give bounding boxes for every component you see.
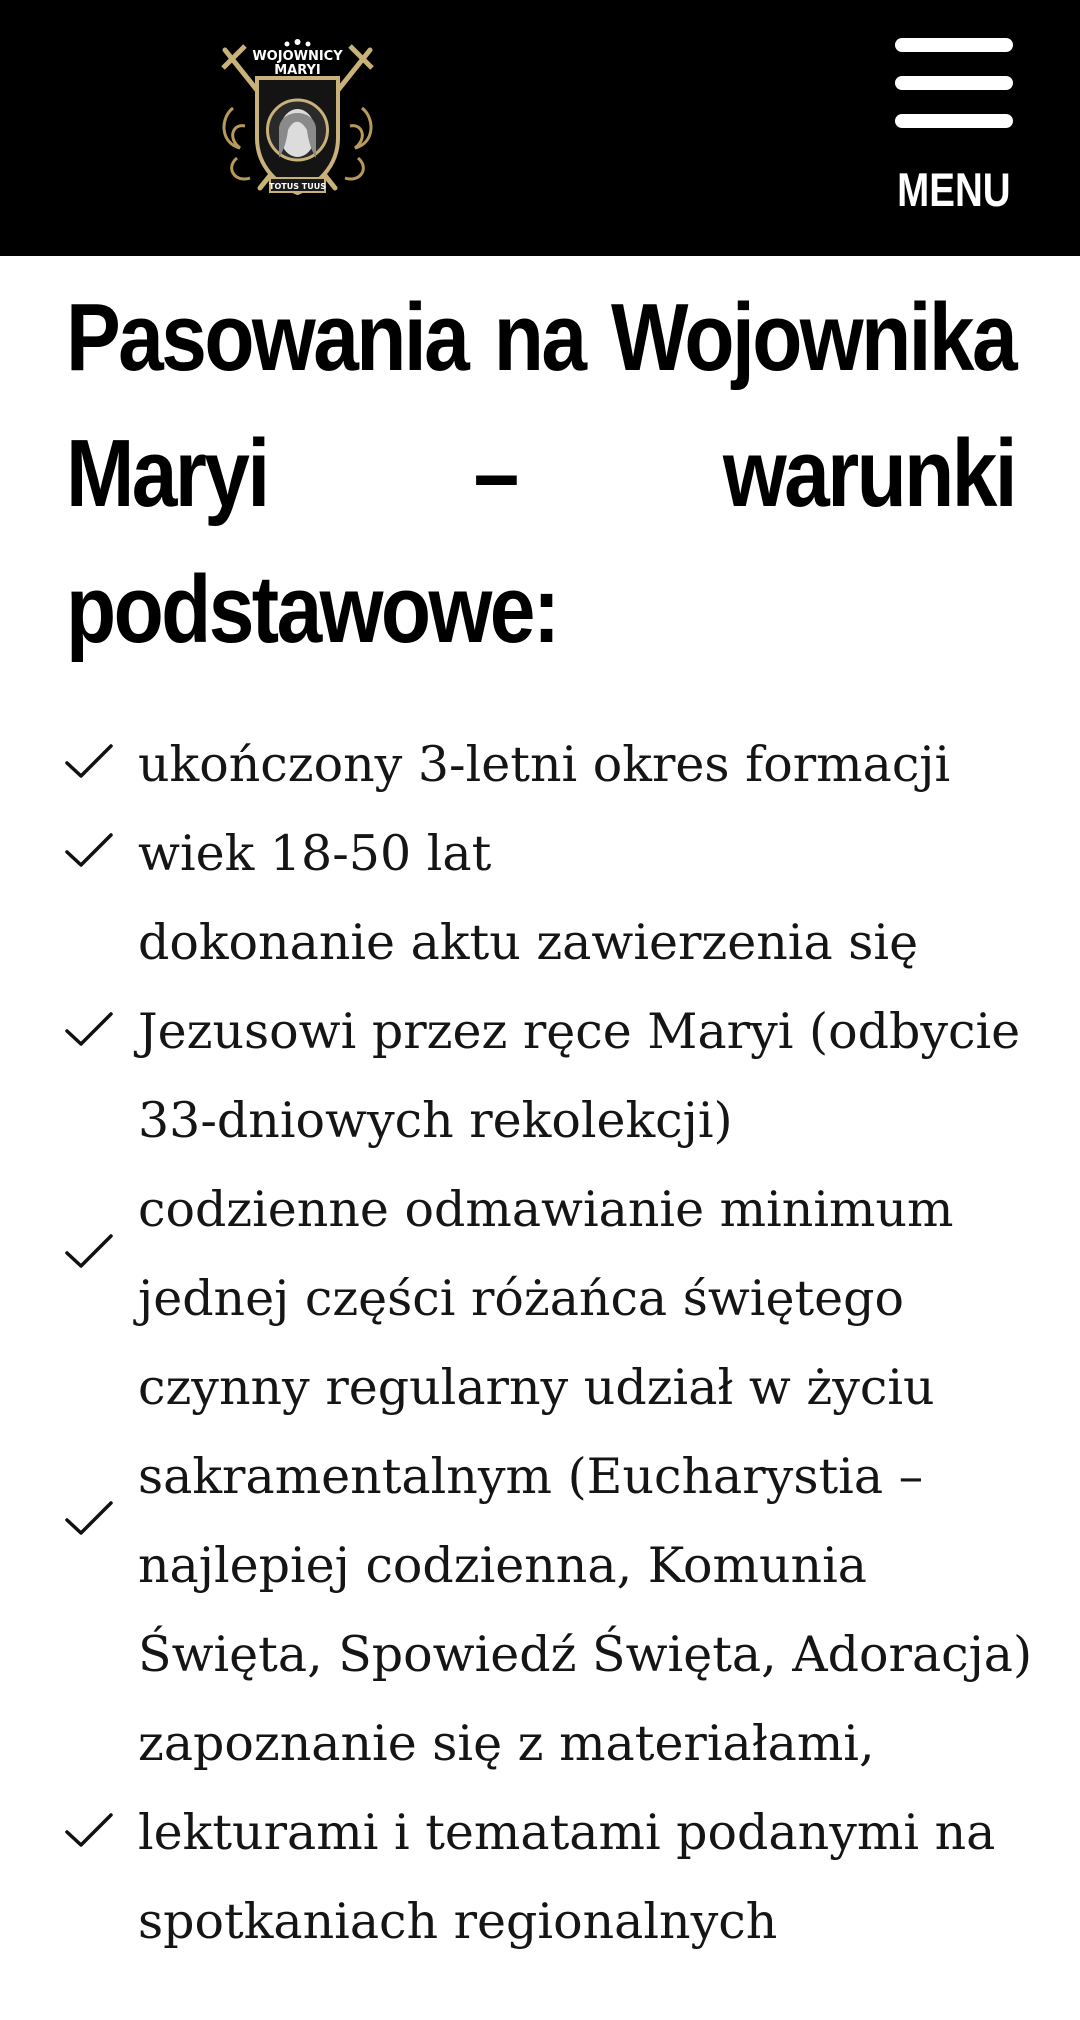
menu-label: MENU [897, 163, 1011, 216]
requirement-text: dokonanie aktu zawierzenia się Jezusowi przez ręce Maryi (odbycie 33-dniowych rekolekcji) [138, 914, 1021, 1149]
check-icon [64, 1232, 114, 1272]
requirement-text: zapoznanie się z materiałami, lekturami i tematami podanymi na spotkaniach regionalnych [138, 1715, 996, 1950]
list-item [0, 898, 1080, 1165]
check-icon [64, 1811, 114, 1851]
site-header [0, 0, 1080, 256]
page-title [66, 270, 1016, 678]
logo-text-bottom: MARYI [274, 63, 321, 78]
list-item [0, 1699, 1080, 1966]
logo-motto: TOTUS TUUS [269, 182, 326, 191]
check-icon [64, 831, 114, 871]
requirements-list [0, 720, 1080, 1966]
check-icon [64, 742, 114, 782]
requirement-text: codzienne odmawianie minimum jednej części różańca świętego [138, 1181, 954, 1327]
menu-button[interactable] [885, 32, 1020, 232]
logo-emblem-icon [215, 38, 380, 208]
check-icon [64, 1010, 114, 1050]
list-item [0, 1343, 1080, 1699]
page-title-text: Pasowania na Wojownika Maryi – warunki podstawowe: [66, 284, 1016, 663]
list-item [0, 1165, 1080, 1343]
requirement-text: ukończony 3-letni okres formacji [138, 736, 951, 793]
requirement-text: czynny regularny udział w życiu sakramentalnym (Eucharystia – najlepiej codzienna, Komunia Święta, Spowiedź Święta, Adoracja) [138, 1359, 1033, 1683]
list-item [0, 809, 1080, 898]
logo-text-top: WOJOWNICY [252, 49, 343, 64]
requirement-text: wiek 18-50 lat [138, 825, 492, 882]
list-item [0, 720, 1080, 809]
logo[interactable] [215, 38, 380, 208]
check-icon [64, 1499, 114, 1539]
